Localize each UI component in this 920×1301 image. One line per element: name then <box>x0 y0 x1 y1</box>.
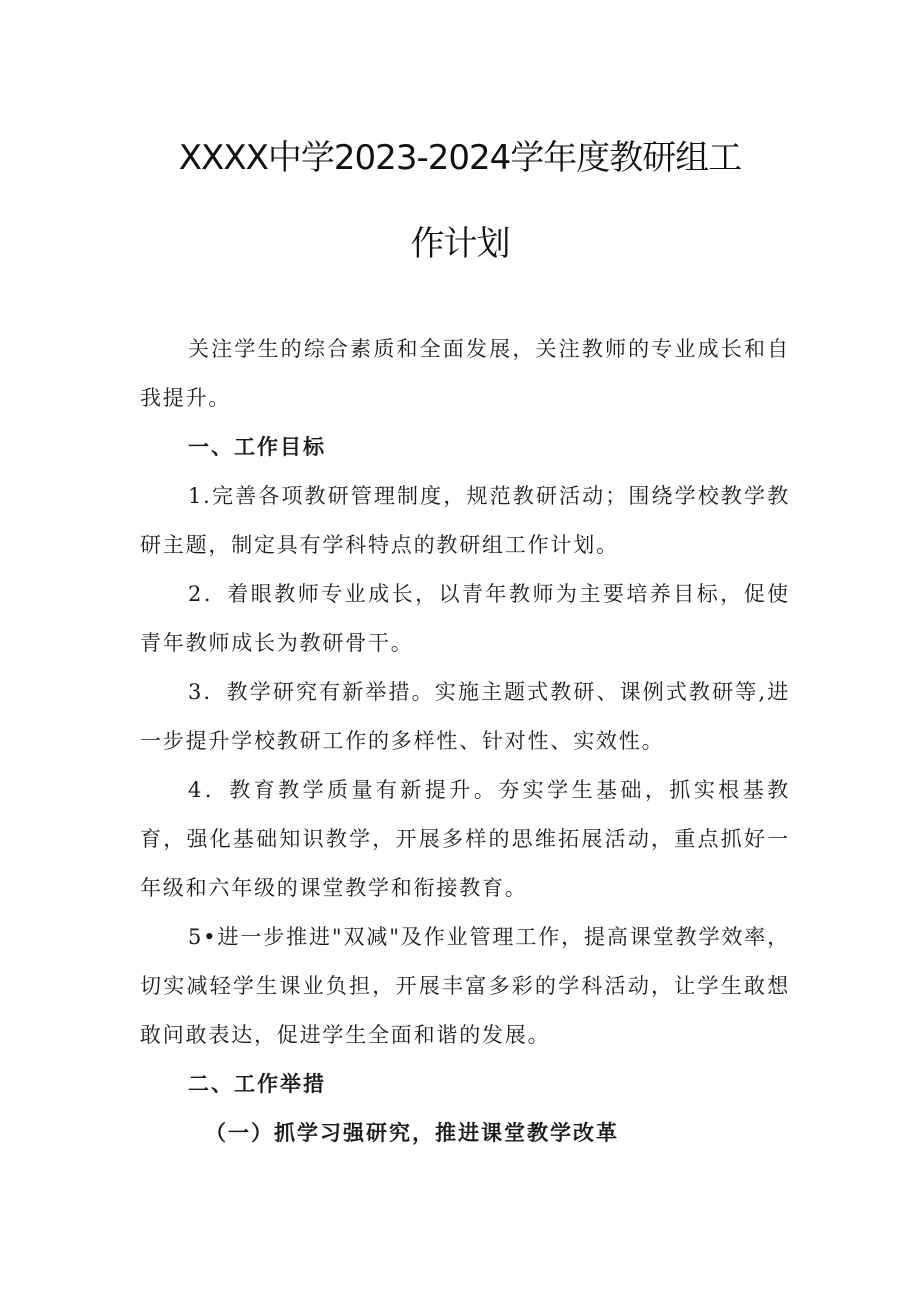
section-heading-goals: 一、工作目标 <box>188 435 326 459</box>
intro-paragraph: 关注学生的综合素质和全面发展，关注教师的专业成长和自我提升。 <box>140 337 790 410</box>
goal-item-5: 5•进一步推进"双减"及作业管理工作，提高课堂教学效率，切实减轻学生课业负担，开展丰富多彩的学科活动，让学生敢想敢问敢表达，促进学生全面和谐的发展。 <box>140 925 790 1047</box>
goal-item-3: 3．教学研究有新举措。实施主题式教研、课例式教研等,进一步提升学校教研工作的多样性、针对性、实效性。 <box>140 680 790 753</box>
document-title-line-1: XXXX中学2023-2024学年度教研组工 <box>178 138 742 178</box>
goal-item-2: 2．着眼教师专业成长，以青年教师为主要培养目标，促使青年教师成长为教研骨干。 <box>140 582 790 655</box>
goal-item-1: 1.完善各项教研管理制度，规范教研活动；围绕学校教学教研主题，制定具有学科特点的教研组工作计划。 <box>140 484 790 557</box>
document-title-line-2: 作计划 <box>410 224 510 264</box>
subsection-heading-1: （一）抓学习强研究，推进课堂教学改革 <box>205 1121 619 1145</box>
goal-item-4: 4．教育教学质量有新提升。夯实学生基础，抓实根基教育，强化基础知识教学，开展多样的思维拓展活动，重点抓好一年级和六年级的课堂教学和衔接教育。 <box>140 778 790 900</box>
section-heading-measures: 二、工作举措 <box>188 1072 326 1096</box>
